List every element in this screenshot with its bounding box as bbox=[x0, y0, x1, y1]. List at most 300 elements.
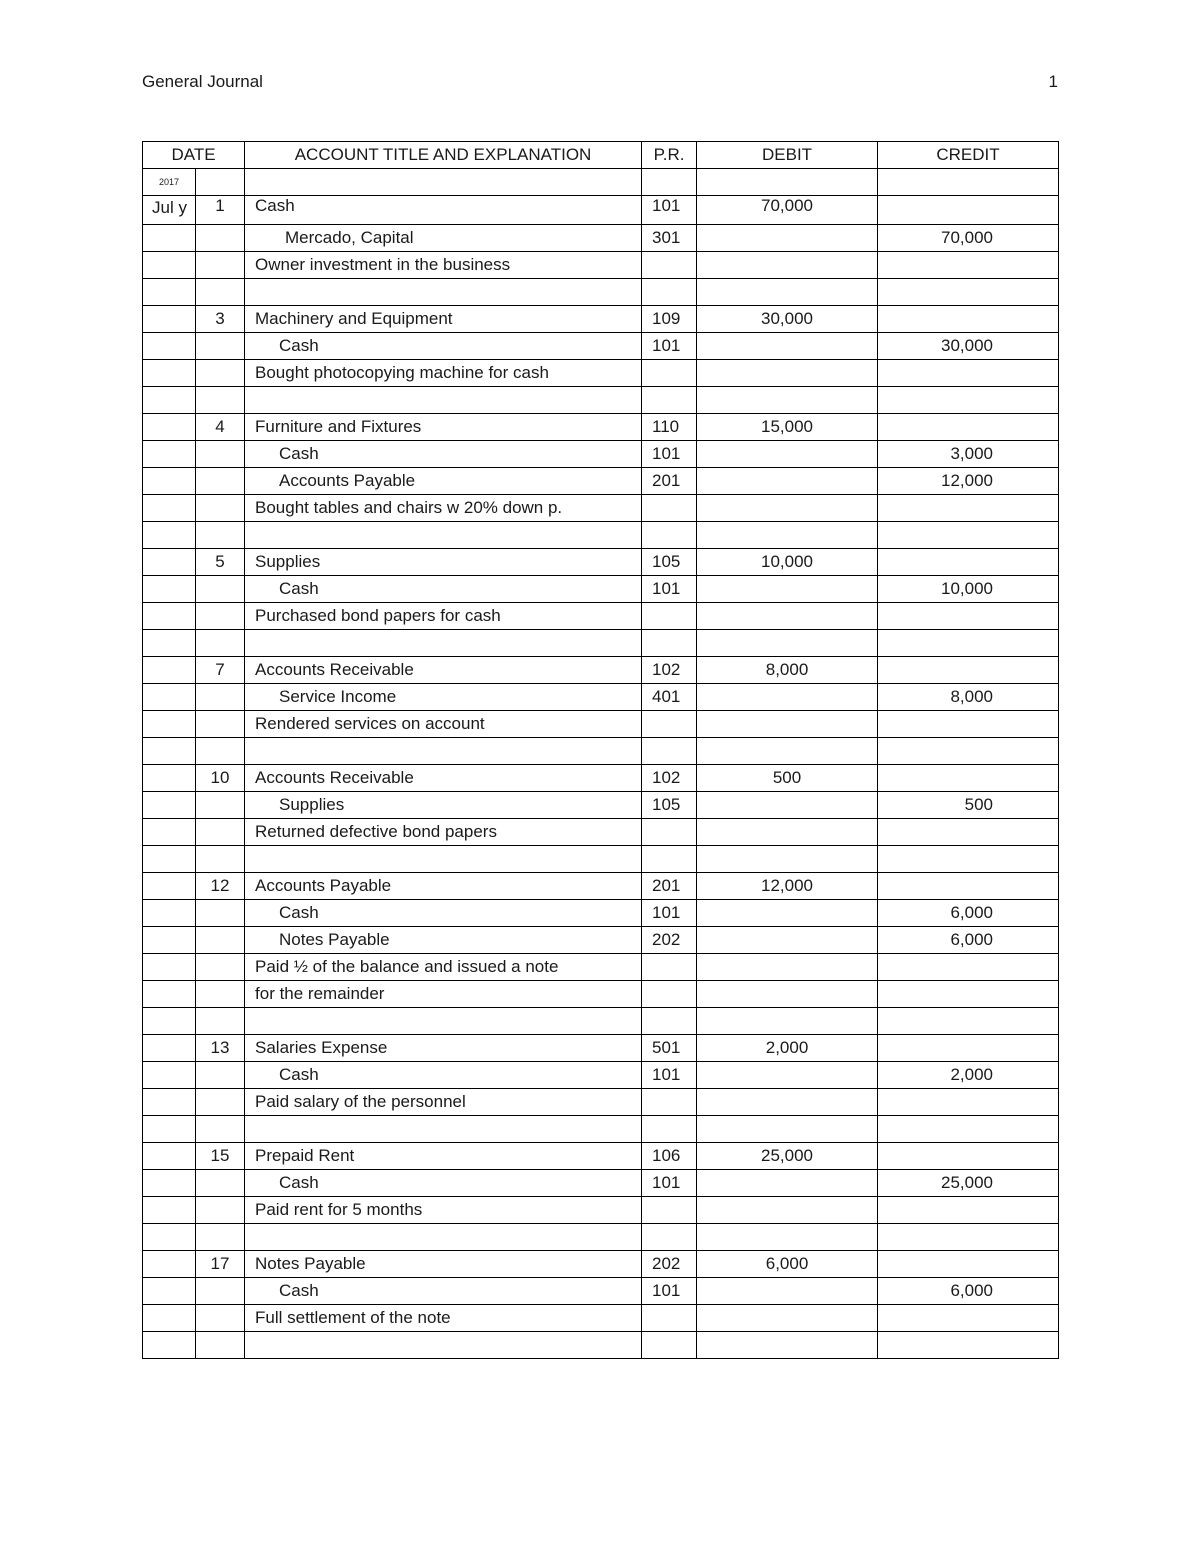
credit-cell bbox=[878, 1035, 1059, 1062]
debit-cell bbox=[697, 252, 878, 279]
empty-cell bbox=[143, 522, 196, 549]
pr-cell: 102 bbox=[642, 765, 697, 792]
table-row bbox=[143, 225, 1059, 252]
debit-cell bbox=[697, 1278, 878, 1305]
credit-cell: 8,000 bbox=[878, 684, 1059, 711]
account-cell: Accounts Receivable bbox=[245, 765, 642, 792]
day-cell bbox=[196, 1224, 245, 1251]
credit-cell bbox=[878, 981, 1059, 1008]
pr-cell bbox=[642, 1305, 697, 1332]
day-cell: 7 bbox=[196, 657, 245, 684]
day-cell bbox=[196, 360, 245, 387]
credit-cell: 25,000 bbox=[878, 1170, 1059, 1197]
column-header-date: DATE bbox=[143, 142, 245, 169]
credit-cell bbox=[878, 252, 1059, 279]
day-cell bbox=[196, 1008, 245, 1035]
empty-cell bbox=[143, 1062, 196, 1089]
credit-cell bbox=[878, 1089, 1059, 1116]
debit-cell bbox=[697, 576, 878, 603]
credit-cell bbox=[878, 1224, 1059, 1251]
credit-cell: 30,000 bbox=[878, 333, 1059, 360]
account-cell bbox=[245, 1332, 642, 1359]
empty-cell bbox=[143, 954, 196, 981]
debit-cell bbox=[697, 1008, 878, 1035]
debit-cell bbox=[697, 1170, 878, 1197]
table-row bbox=[143, 1170, 1059, 1197]
day-cell bbox=[196, 1278, 245, 1305]
debit-cell: 12,000 bbox=[697, 873, 878, 900]
account-cell: Cash bbox=[245, 1170, 642, 1197]
month-cell: Jul y bbox=[143, 196, 196, 225]
account-cell: Prepaid Rent bbox=[245, 1143, 642, 1170]
day-cell: 17 bbox=[196, 1251, 245, 1278]
table-row bbox=[143, 711, 1059, 738]
credit-cell: 500 bbox=[878, 792, 1059, 819]
empty-cell bbox=[143, 414, 196, 441]
credit-cell bbox=[878, 279, 1059, 306]
table-row bbox=[143, 954, 1059, 981]
credit-cell bbox=[878, 196, 1059, 225]
empty-cell bbox=[143, 630, 196, 657]
account-cell: Notes Payable bbox=[245, 927, 642, 954]
table-row bbox=[143, 441, 1059, 468]
empty-cell bbox=[143, 576, 196, 603]
credit-cell bbox=[878, 1197, 1059, 1224]
account-cell bbox=[245, 1116, 642, 1143]
pr-cell bbox=[642, 981, 697, 1008]
credit-cell: 2,000 bbox=[878, 1062, 1059, 1089]
empty-cell bbox=[143, 252, 196, 279]
pr-cell bbox=[642, 1332, 697, 1359]
empty-cell bbox=[196, 169, 245, 196]
pr-cell bbox=[642, 252, 697, 279]
table-row bbox=[143, 387, 1059, 414]
pr-cell: 101 bbox=[642, 576, 697, 603]
table-header-row bbox=[143, 142, 1059, 169]
page-header bbox=[142, 72, 1058, 96]
account-cell: Purchased bond papers for cash bbox=[245, 603, 642, 630]
debit-cell bbox=[697, 738, 878, 765]
pr-cell bbox=[642, 1089, 697, 1116]
debit-cell: 8,000 bbox=[697, 657, 878, 684]
pr-cell: 202 bbox=[642, 1251, 697, 1278]
pr-cell: 110 bbox=[642, 414, 697, 441]
day-cell bbox=[196, 333, 245, 360]
table-row bbox=[143, 846, 1059, 873]
credit-cell bbox=[878, 1305, 1059, 1332]
table-row bbox=[143, 495, 1059, 522]
table-row bbox=[143, 1197, 1059, 1224]
account-cell: Full settlement of the note bbox=[245, 1305, 642, 1332]
pr-cell: 501 bbox=[642, 1035, 697, 1062]
empty-cell bbox=[143, 1170, 196, 1197]
credit-cell bbox=[878, 846, 1059, 873]
account-cell: Returned defective bond papers bbox=[245, 819, 642, 846]
debit-cell bbox=[697, 1089, 878, 1116]
table-row bbox=[143, 1278, 1059, 1305]
day-cell bbox=[196, 1116, 245, 1143]
empty-cell bbox=[143, 603, 196, 630]
account-cell: Owner investment in the business bbox=[245, 252, 642, 279]
day-cell: 3 bbox=[196, 306, 245, 333]
table-row bbox=[143, 1062, 1059, 1089]
empty-cell bbox=[143, 792, 196, 819]
empty-cell bbox=[143, 1251, 196, 1278]
account-cell: Cash bbox=[245, 576, 642, 603]
pr-cell: 101 bbox=[642, 333, 697, 360]
credit-cell: 6,000 bbox=[878, 900, 1059, 927]
debit-cell bbox=[697, 981, 878, 1008]
table-row bbox=[143, 900, 1059, 927]
empty-cell bbox=[143, 684, 196, 711]
day-cell: 10 bbox=[196, 765, 245, 792]
table-row bbox=[143, 279, 1059, 306]
table-row bbox=[143, 630, 1059, 657]
empty-cell bbox=[143, 468, 196, 495]
table-row bbox=[143, 1224, 1059, 1251]
pr-cell: 101 bbox=[642, 1170, 697, 1197]
table-row bbox=[143, 333, 1059, 360]
credit-cell bbox=[878, 495, 1059, 522]
account-cell: Paid salary of the personnel bbox=[245, 1089, 642, 1116]
account-cell: Paid rent for 5 months bbox=[245, 1197, 642, 1224]
table-row bbox=[143, 1251, 1059, 1278]
account-cell: Cash bbox=[245, 333, 642, 360]
credit-cell bbox=[878, 630, 1059, 657]
debit-cell bbox=[697, 360, 878, 387]
day-cell bbox=[196, 603, 245, 630]
pr-cell bbox=[642, 738, 697, 765]
column-header-debit: DEBIT bbox=[697, 142, 878, 169]
debit-cell bbox=[697, 225, 878, 252]
day-cell bbox=[196, 1305, 245, 1332]
debit-cell bbox=[697, 603, 878, 630]
table-row bbox=[143, 765, 1059, 792]
credit-cell bbox=[878, 1116, 1059, 1143]
credit-cell bbox=[878, 360, 1059, 387]
credit-cell bbox=[878, 873, 1059, 900]
pr-cell bbox=[642, 1224, 697, 1251]
credit-cell: 6,000 bbox=[878, 927, 1059, 954]
empty-cell bbox=[642, 169, 697, 196]
year-row bbox=[143, 169, 1059, 196]
debit-cell: 6,000 bbox=[697, 1251, 878, 1278]
empty-cell bbox=[143, 1035, 196, 1062]
debit-cell: 25,000 bbox=[697, 1143, 878, 1170]
table-row bbox=[143, 684, 1059, 711]
debit-cell bbox=[697, 630, 878, 657]
pr-cell bbox=[642, 954, 697, 981]
day-cell bbox=[196, 981, 245, 1008]
day-cell bbox=[196, 684, 245, 711]
debit-cell bbox=[697, 1332, 878, 1359]
pr-cell: 101 bbox=[642, 1278, 697, 1305]
day-cell: 12 bbox=[196, 873, 245, 900]
empty-cell bbox=[697, 169, 878, 196]
pr-cell: 109 bbox=[642, 306, 697, 333]
account-cell: Paid ½ of the balance and issued a note bbox=[245, 954, 642, 981]
account-cell: Supplies bbox=[245, 549, 642, 576]
day-cell bbox=[196, 1197, 245, 1224]
empty-cell bbox=[143, 225, 196, 252]
credit-cell bbox=[878, 387, 1059, 414]
pr-cell bbox=[642, 846, 697, 873]
day-cell: 15 bbox=[196, 1143, 245, 1170]
credit-cell bbox=[878, 1143, 1059, 1170]
account-cell bbox=[245, 846, 642, 873]
day-cell: 4 bbox=[196, 414, 245, 441]
debit-cell bbox=[697, 792, 878, 819]
debit-cell: 30,000 bbox=[697, 306, 878, 333]
pr-cell: 401 bbox=[642, 684, 697, 711]
day-cell bbox=[196, 1332, 245, 1359]
day-cell bbox=[196, 225, 245, 252]
table-row bbox=[143, 468, 1059, 495]
day-cell bbox=[196, 846, 245, 873]
day-cell bbox=[196, 1170, 245, 1197]
credit-cell bbox=[878, 657, 1059, 684]
empty-cell bbox=[143, 1089, 196, 1116]
day-cell bbox=[196, 792, 245, 819]
debit-cell bbox=[697, 900, 878, 927]
empty-cell bbox=[143, 279, 196, 306]
credit-cell: 10,000 bbox=[878, 576, 1059, 603]
account-cell: Machinery and Equipment bbox=[245, 306, 642, 333]
account-cell: Accounts Payable bbox=[245, 873, 642, 900]
table-row bbox=[143, 360, 1059, 387]
empty-cell bbox=[143, 1305, 196, 1332]
table-row bbox=[143, 549, 1059, 576]
credit-cell: 12,000 bbox=[878, 468, 1059, 495]
empty-cell bbox=[143, 657, 196, 684]
pr-cell: 201 bbox=[642, 468, 697, 495]
day-cell bbox=[196, 387, 245, 414]
table-row bbox=[143, 576, 1059, 603]
debit-cell bbox=[697, 684, 878, 711]
pr-cell bbox=[642, 522, 697, 549]
pr-cell: 301 bbox=[642, 225, 697, 252]
empty-cell bbox=[143, 387, 196, 414]
account-cell: Accounts Payable bbox=[245, 468, 642, 495]
credit-cell bbox=[878, 711, 1059, 738]
debit-cell bbox=[697, 846, 878, 873]
credit-cell bbox=[878, 549, 1059, 576]
general-journal-table bbox=[142, 141, 1059, 1359]
day-cell: 13 bbox=[196, 1035, 245, 1062]
account-cell bbox=[245, 1224, 642, 1251]
account-cell: Service Income bbox=[245, 684, 642, 711]
credit-cell bbox=[878, 954, 1059, 981]
table-row bbox=[143, 792, 1059, 819]
empty-cell bbox=[143, 1143, 196, 1170]
empty-cell bbox=[143, 981, 196, 1008]
account-cell: Salaries Expense bbox=[245, 1035, 642, 1062]
account-cell: Cash bbox=[245, 1062, 642, 1089]
account-cell: Notes Payable bbox=[245, 1251, 642, 1278]
pr-cell: 101 bbox=[642, 441, 697, 468]
account-cell: Furniture and Fixtures bbox=[245, 414, 642, 441]
account-cell: Rendered services on account bbox=[245, 711, 642, 738]
pr-cell: 105 bbox=[642, 549, 697, 576]
account-cell: for the remainder bbox=[245, 981, 642, 1008]
debit-cell bbox=[697, 279, 878, 306]
debit-cell bbox=[697, 954, 878, 981]
empty-cell bbox=[245, 169, 642, 196]
debit-cell bbox=[697, 441, 878, 468]
day-cell bbox=[196, 900, 245, 927]
table-row bbox=[143, 738, 1059, 765]
account-cell: Accounts Receivable bbox=[245, 657, 642, 684]
account-cell bbox=[245, 387, 642, 414]
debit-cell: 15,000 bbox=[697, 414, 878, 441]
credit-cell bbox=[878, 819, 1059, 846]
table-row bbox=[143, 603, 1059, 630]
credit-cell: 3,000 bbox=[878, 441, 1059, 468]
pr-cell bbox=[642, 630, 697, 657]
empty-cell bbox=[143, 1008, 196, 1035]
account-cell: Mercado, Capital bbox=[245, 225, 642, 252]
debit-cell bbox=[697, 468, 878, 495]
empty-cell bbox=[143, 306, 196, 333]
table-row bbox=[143, 981, 1059, 1008]
empty-cell bbox=[143, 1224, 196, 1251]
day-cell bbox=[196, 927, 245, 954]
debit-cell bbox=[697, 927, 878, 954]
debit-cell: 500 bbox=[697, 765, 878, 792]
year-cell: 2017 bbox=[143, 169, 196, 196]
pr-cell bbox=[642, 360, 697, 387]
account-cell: Bought photocopying machine for cash bbox=[245, 360, 642, 387]
credit-cell: 6,000 bbox=[878, 1278, 1059, 1305]
column-header-credit: CREDIT bbox=[878, 142, 1059, 169]
empty-cell bbox=[143, 1278, 196, 1305]
empty-cell bbox=[143, 738, 196, 765]
empty-cell bbox=[143, 900, 196, 927]
table-row bbox=[143, 252, 1059, 279]
pr-cell: 202 bbox=[642, 927, 697, 954]
page-number: 1 bbox=[1048, 72, 1058, 91]
empty-cell bbox=[878, 169, 1059, 196]
pr-cell bbox=[642, 495, 697, 522]
column-header-pr: P.R. bbox=[642, 142, 697, 169]
day-cell bbox=[196, 279, 245, 306]
table-row bbox=[143, 306, 1059, 333]
debit-cell bbox=[697, 495, 878, 522]
column-header-account: ACCOUNT TITLE AND EXPLANATION bbox=[245, 142, 642, 169]
empty-cell bbox=[143, 846, 196, 873]
debit-cell: 70,000 bbox=[697, 196, 878, 225]
table-row bbox=[143, 1116, 1059, 1143]
empty-cell bbox=[143, 927, 196, 954]
empty-cell bbox=[143, 765, 196, 792]
pr-cell bbox=[642, 711, 697, 738]
day-cell bbox=[196, 738, 245, 765]
account-cell bbox=[245, 522, 642, 549]
empty-cell bbox=[143, 549, 196, 576]
day-cell: 1 bbox=[196, 196, 245, 225]
account-cell: Cash bbox=[245, 1278, 642, 1305]
table-row bbox=[143, 873, 1059, 900]
table-row bbox=[143, 1035, 1059, 1062]
pr-cell bbox=[642, 1197, 697, 1224]
credit-cell bbox=[878, 522, 1059, 549]
pr-cell: 201 bbox=[642, 873, 697, 900]
account-cell bbox=[245, 738, 642, 765]
day-cell bbox=[196, 252, 245, 279]
credit-cell bbox=[878, 306, 1059, 333]
credit-cell bbox=[878, 1008, 1059, 1035]
table-row bbox=[143, 1143, 1059, 1170]
empty-cell bbox=[143, 441, 196, 468]
debit-cell: 2,000 bbox=[697, 1035, 878, 1062]
debit-cell: 10,000 bbox=[697, 549, 878, 576]
table-row bbox=[143, 1008, 1059, 1035]
account-cell: Cash bbox=[245, 900, 642, 927]
pr-cell: 101 bbox=[642, 196, 697, 225]
empty-cell bbox=[143, 711, 196, 738]
day-cell bbox=[196, 1062, 245, 1089]
empty-cell bbox=[143, 873, 196, 900]
debit-cell bbox=[697, 1116, 878, 1143]
debit-cell bbox=[697, 819, 878, 846]
pr-cell bbox=[642, 1116, 697, 1143]
empty-cell bbox=[143, 819, 196, 846]
credit-cell bbox=[878, 738, 1059, 765]
pr-cell: 106 bbox=[642, 1143, 697, 1170]
empty-cell bbox=[143, 1116, 196, 1143]
pr-cell: 105 bbox=[642, 792, 697, 819]
account-cell bbox=[245, 1008, 642, 1035]
empty-cell bbox=[143, 1197, 196, 1224]
debit-cell bbox=[697, 711, 878, 738]
debit-cell bbox=[697, 1062, 878, 1089]
day-cell: 5 bbox=[196, 549, 245, 576]
credit-cell bbox=[878, 414, 1059, 441]
table-row bbox=[143, 657, 1059, 684]
empty-cell bbox=[143, 333, 196, 360]
credit-cell bbox=[878, 603, 1059, 630]
day-cell bbox=[196, 819, 245, 846]
day-cell bbox=[196, 711, 245, 738]
debit-cell bbox=[697, 387, 878, 414]
account-cell: Supplies bbox=[245, 792, 642, 819]
table-row bbox=[143, 819, 1059, 846]
day-cell bbox=[196, 576, 245, 603]
table-row bbox=[143, 927, 1059, 954]
table-row bbox=[143, 196, 1059, 225]
credit-cell bbox=[878, 1251, 1059, 1278]
day-cell bbox=[196, 1089, 245, 1116]
account-cell bbox=[245, 630, 642, 657]
table-row bbox=[143, 1332, 1059, 1359]
debit-cell bbox=[697, 1197, 878, 1224]
pr-cell: 101 bbox=[642, 900, 697, 927]
pr-cell bbox=[642, 279, 697, 306]
pr-cell: 101 bbox=[642, 1062, 697, 1089]
debit-cell bbox=[697, 1224, 878, 1251]
day-cell bbox=[196, 954, 245, 981]
table-row bbox=[143, 1089, 1059, 1116]
debit-cell bbox=[697, 522, 878, 549]
account-cell: Cash bbox=[245, 441, 642, 468]
day-cell bbox=[196, 522, 245, 549]
credit-cell bbox=[878, 765, 1059, 792]
account-cell bbox=[245, 279, 642, 306]
pr-cell bbox=[642, 819, 697, 846]
debit-cell bbox=[697, 333, 878, 360]
day-cell bbox=[196, 441, 245, 468]
debit-cell bbox=[697, 1305, 878, 1332]
